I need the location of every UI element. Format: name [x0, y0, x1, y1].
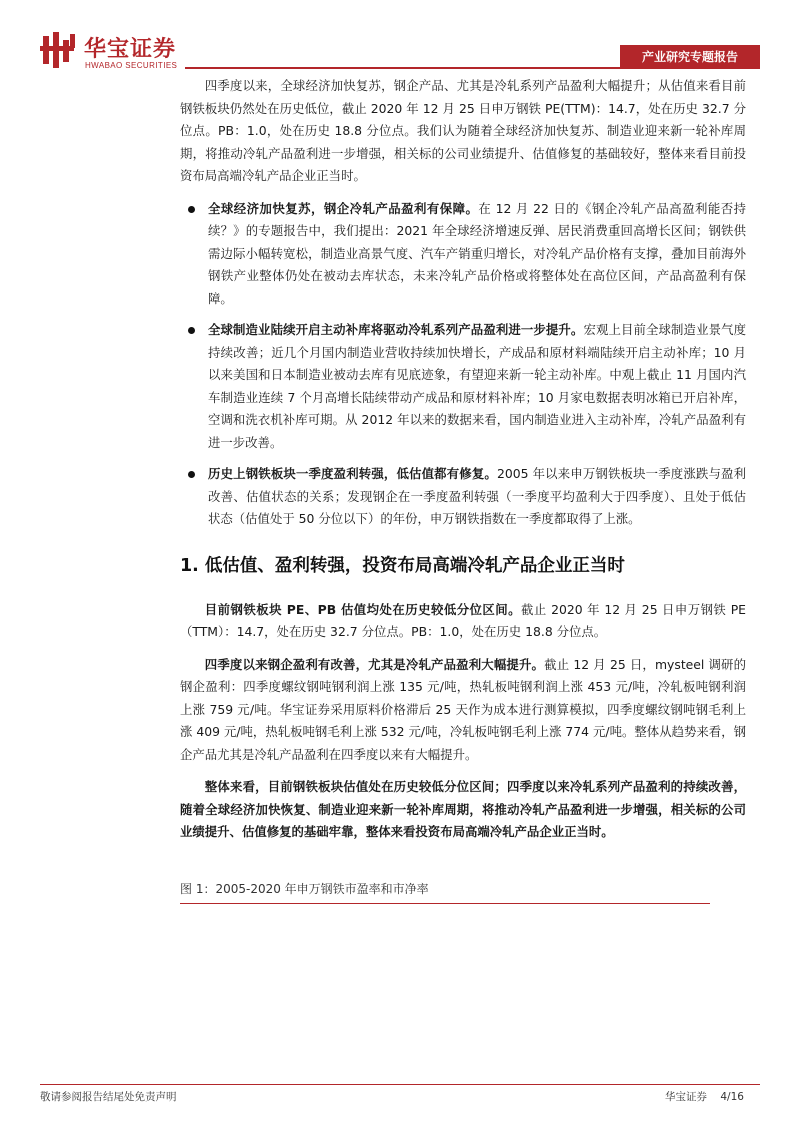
footer-brand-page: [665, 1089, 744, 1104]
key-point-text: 宏观上目前全球制造业景气度持续改善；近几个月国内制造业营收持续加快增长，产成品和原材料端陆续开启主动补库；10 月以来美国和日本制造业被动去库有见底迹象，有望迎来新一轮主动补库。中观上截止 11 月国内汽车制造业连续 7 个月高增长陆续带动产成品和原材料补库；10 月家电数据表明冰箱已开启补库，空调和洗衣机补库可期。从 2012 年以来的数据来看，国内制造业进入主动补库，冷轧产品盈利有进一步改善。: [208, 322, 747, 450]
bullet-icon: [188, 206, 195, 213]
bullet-icon: [188, 471, 195, 478]
profit-paragraph: [180, 654, 746, 767]
hwabao-logo-icon: [40, 30, 78, 70]
header-divider: [185, 67, 620, 69]
key-point-text: 2005 年以来申万钢铁板块一季度涨跌与盈利改善、估值状态的关系；发现钢企在一季度盈利转强（一季度平均盈利大于四季度）、且处于低估状态（估值处于 50 分位以下）的年份，申万钢铁指数在一季度都取得了上涨。: [208, 466, 746, 526]
footer-brand: 华宝证券: [665, 1091, 707, 1103]
report-type-tag: 产业研究专题报告: [620, 45, 760, 69]
conclusion-text: 整体来看，目前钢铁板块估值处在历史较低分位区间；四季度以来冷轧系列产品盈利的持续改善，随着全球经济加快恢复、制造业迎来新一轮补库周期，将推动冷轧产品盈利进一步增强，相关标的公司业绩提升、估值修复的基础牢靠，整体来看投资布局高端冷轧产品企业正当时。: [180, 779, 746, 839]
profit-heading: 四季度以来钢企盈利有改善，尤其是冷轧产品盈利大幅提升。: [204, 656, 545, 672]
logo-chinese-name: 华宝证券: [84, 37, 177, 62]
key-point: [180, 319, 746, 454]
key-point-text: 在 12 月 22 日的《钢企冷轧产品高盈利能否持续？》的专题报告中，我们提出：2021 年全球经济增速反弹、居民消费重回高增长区间；钢铁供需边际小幅转宽松，制造业高景气度、汽车产销重归增长，对冷轧产品价格有支撑，叠加目前海外钢铁产业整体仍处在被动去库状态，未来冷轧产品价格或将整体处在高位区间，产品高盈利有保障。: [208, 200, 746, 306]
key-point: [180, 463, 746, 531]
key-point-heading: 全球经济加快复苏，钢企冷轧产品盈利有保障。: [208, 200, 479, 216]
key-points-list: [180, 198, 746, 531]
section-title: 1. 低估值、盈利转强，投资布局高端冷轧产品企业正当时: [180, 555, 625, 576]
report-body: [180, 75, 746, 844]
key-point-heading: 历史上钢铁板块一季度盈利转强，低估值都有修复。: [208, 466, 497, 481]
page-number: 4/16: [720, 1091, 744, 1103]
valuation-text: 截止 2020 年 12 月 25 日申万钢铁 PE（TTM）：14.7，处在历史 32.7 分位点。PB：1.0，处在历史 18.8 分位点。: [180, 601, 747, 639]
figure-caption: 图 1：2005-2020 年申万钢铁市盈率和市净率: [180, 880, 710, 904]
key-point-heading: 全球制造业陆续开启主动补库将驱动冷轧系列产品盈利进一步提升。: [208, 322, 584, 337]
conclusion-paragraph: [180, 776, 746, 844]
intro-paragraph: 四季度以来，全球经济加快复苏，钢企产品、尤其是冷轧系列产品盈利大幅提升；从估值来看目前钢铁板块仍然处在历史低位，截止 2020 年 12 月 25 日申万钢铁 PE(TTM)：14.7，处在历史 32.7 分位点。PB：1.0，处在历史 18.8 分位点。我们认为随着全球经济加快复苏、制造业迎来新一轮补库周期，将推动冷轧产品盈利进一步增强，相关标的公司业绩提升、估值修复的基础较好，整体来看目前投资布局高端冷轧产品企业正当时。: [180, 78, 746, 183]
logo-english-name: HWABAO SECURITIES: [85, 61, 178, 70]
key-point: [180, 198, 746, 311]
disclaimer-note: 敬请参阅报告结尾处免责声明: [40, 1091, 177, 1103]
profit-text: 截止 12 月 25 日，mysteel 调研的钢企盈利：四季度螺纹钢吨钢利润上涨 135 元/吨，热轧板吨钢利润上涨 453 元/吨，冷轧板吨钢利润上涨 759 元/吨。华宝证券采用原料价格滞后 25 天作为成本进行测算模拟，四季度螺纹钢吨钢毛利上涨 409 元/吨，热轧板吨钢毛利上涨 532 元/吨，冷轧板吨钢毛利上涨 774 元/吨。整体从趋势来看，钢企产品尤其是冷轧产品盈利在四季度以来有大幅提升。: [180, 656, 747, 762]
footer-divider: [40, 1084, 760, 1085]
valuation-heading: 目前钢铁板块 PE、PB 估值均处在历史较低分位区间。: [204, 601, 522, 617]
company-logo: [40, 30, 190, 76]
valuation-paragraph: [180, 599, 746, 644]
bullet-icon: [188, 327, 195, 334]
